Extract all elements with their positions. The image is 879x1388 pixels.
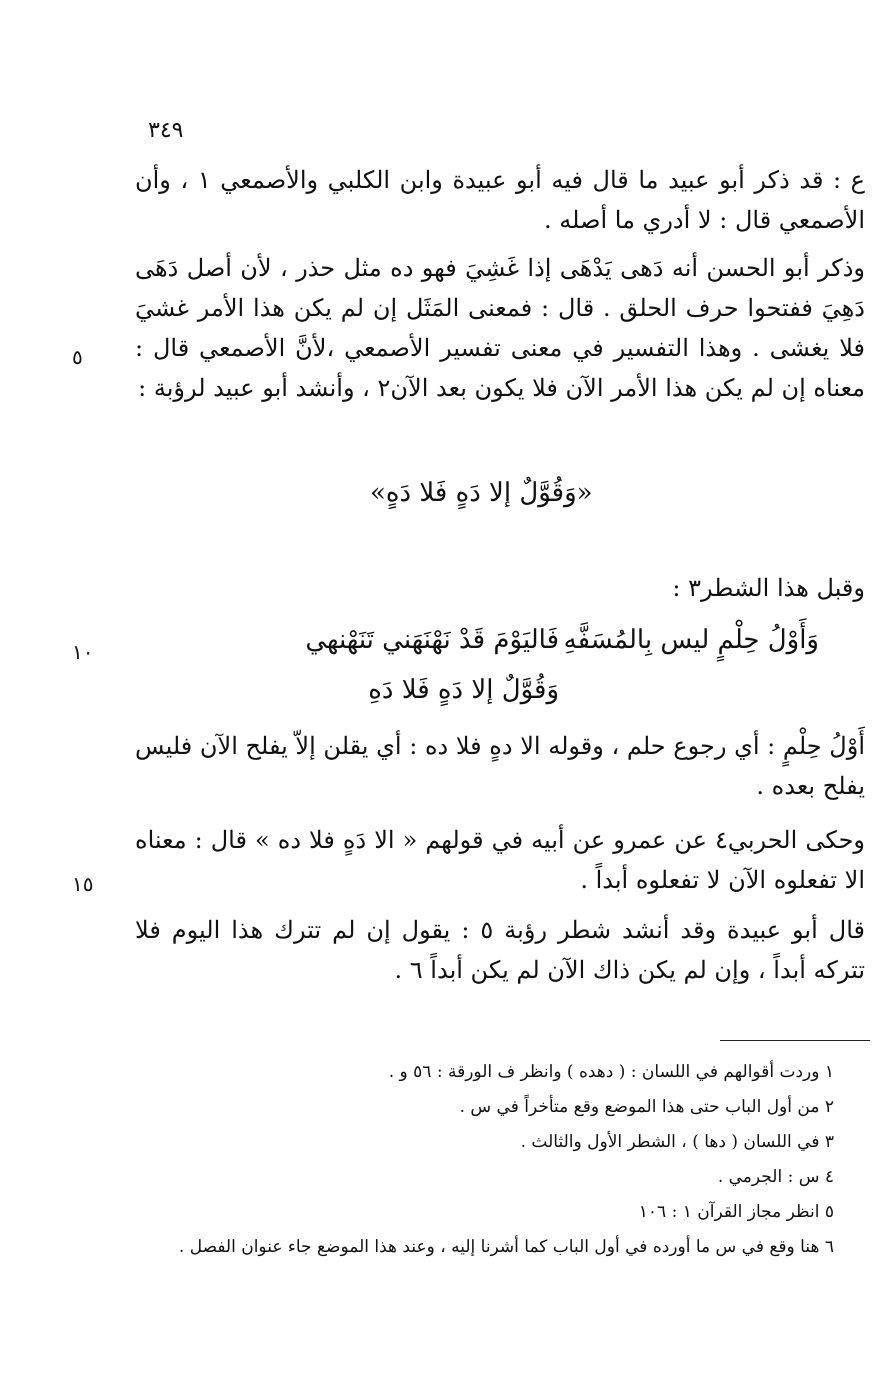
paragraph-5 bbox=[135, 820, 865, 900]
paragraph-text: أَوْلُ حِلْمٍ : أي رجوع حلم ، وقوله الا دهٍ فلا ده : أي يقلن إلاّ يفلح الآن فليس يفلح بعده . bbox=[135, 732, 865, 800]
paragraph-6 bbox=[135, 910, 865, 990]
paragraph-2 bbox=[135, 248, 865, 408]
footnotes bbox=[134, 1055, 834, 1265]
footnote-2: ٢ من أول الباب حتى هذا الموضع وقع متأخراً في س . bbox=[459, 1097, 834, 1117]
line-number: ١٠ bbox=[72, 640, 94, 664]
footnote-divider bbox=[720, 1040, 870, 1041]
paragraph-3 bbox=[135, 568, 865, 608]
verse-hemistich-1: فَاليَوْمَ قَدْ نَهْنَهَني تَنَهْنهي bbox=[305, 625, 559, 655]
footnote-4: ٤ س : الجرمي . bbox=[717, 1167, 834, 1187]
paragraph-text: قال أبو عبيدة وقد أنشد شطر رؤبة ٥ : يقول إن لم تترك هذا اليوم فلا تتركه أبداً ، وإن لم يكن ذاك الآن لم يكن أبداً ٦ . bbox=[135, 916, 865, 984]
footnote-6: ٦ هنا وقع في س ما أورده في أول الباب كما أشرنا إليه ، وعند هذا الموضع جاء عنوان الفصل . bbox=[178, 1237, 834, 1257]
paragraph-1 bbox=[135, 160, 865, 240]
paragraph-4 bbox=[135, 726, 865, 806]
verse-hemistich-2: وَأَوْلُ حِلْمٍ ليس بِالمُسَفَّهِ bbox=[563, 625, 819, 655]
paragraph-text: وقبل هذا الشطر٣ : bbox=[672, 574, 865, 602]
footnote-5: ٥ انظر مجاز القرآن ١ : ١٠٦ bbox=[638, 1202, 834, 1222]
footnote-3: ٣ في اللسان ( دها ) ، الشطر الأول والثالث . bbox=[520, 1132, 834, 1152]
page-number: ٣٤٩ bbox=[148, 118, 184, 143]
paragraph-text: وحكى الحربي٤ عن عمرو عن أبيه في قولهم « الا دَهٍ فلا ده » قال : معناه الا تفعلوه الآن لا تفعلوه أبداً . bbox=[135, 826, 866, 894]
paragraph-text: وذكر أبو الحسن أنه دَهى يَدْهَى إذا غَشِيَ فهو ده مثل حذر ، لأن أصل دَهَى دَهِيَ ففتحوا حرف الحلق . قال : فمعنى المَثَل إن لم يكن هذا الأمر غشيَ فلا يغشى . وهذا التفسير في معنى تفسير الأصمعي ،لأنَّ الأصمعي قال : معناه إن لم يكن هذا الأمر الآن فلا يكون بعد الآن٢ ، وأنشد أبو عبيد لرؤبة : bbox=[135, 254, 865, 402]
line-number: ٥ bbox=[72, 345, 83, 369]
verse-hemistich-3: وَقُوَّلٌ إلا دَهٍ فَلا دَهِ bbox=[368, 675, 559, 705]
line-number: ١٥ bbox=[72, 872, 94, 896]
paragraph-text: ع : قد ذكر أبو عبيد ما قال فيه أبو عبيدة وابن الكلبي والأصمعي ١ ، وأن الأصمعي قال : لا أدري ما أصله . bbox=[135, 166, 865, 234]
verse-quote: «وَقُوَّلٌ إلا دَهٍ فَلا دَهٍ» bbox=[370, 478, 593, 508]
footnote-1: ١ وردت أقوالهم في اللسان : ( دهده ) وانظر ف الورقة : ٥٦ و . bbox=[388, 1062, 834, 1082]
